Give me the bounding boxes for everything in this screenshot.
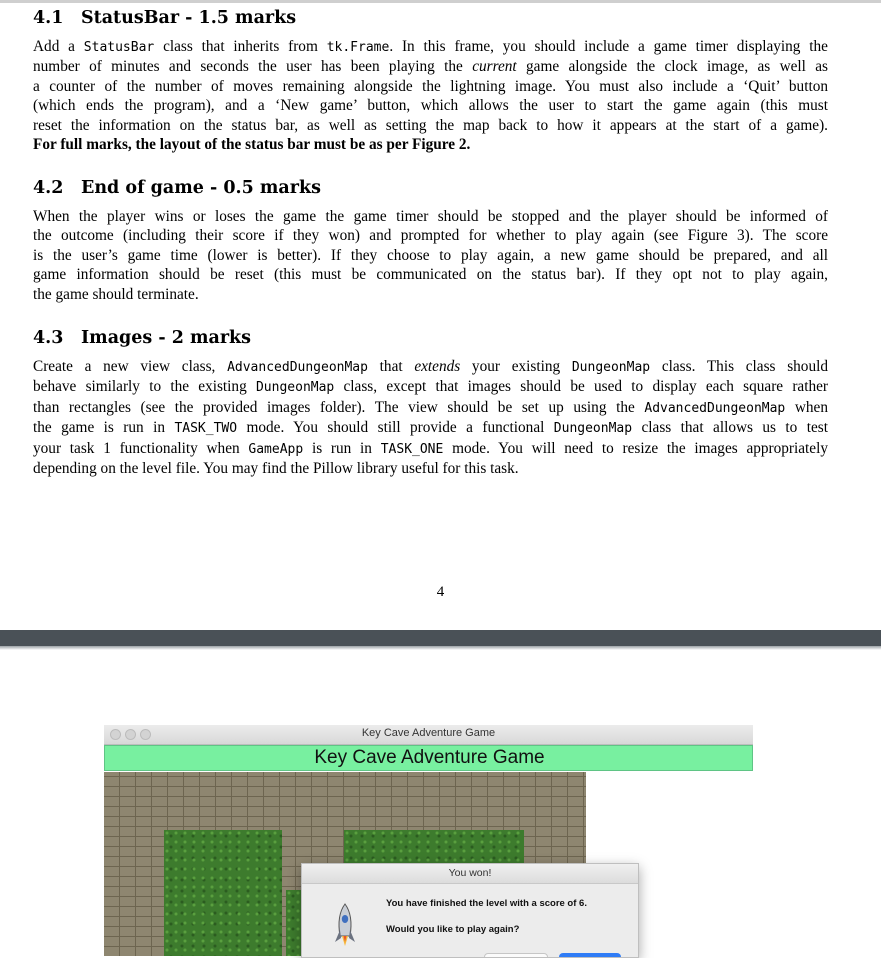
text-run: the game is run in (33, 419, 175, 437)
paragraph-line (33, 37, 828, 57)
paragraph-line (33, 96, 828, 115)
inline-code: tk.Frame (326, 40, 390, 55)
inline-code: GameApp (248, 441, 304, 457)
inline-code: DungeonMap (553, 421, 633, 437)
paragraph-line (33, 439, 828, 459)
text-run: reset the information on the status bar, as well as setting the map back to how it appears at the start of a game). (33, 116, 828, 134)
text-run: the game should terminate. (33, 285, 199, 303)
rocket-icon (333, 902, 357, 952)
text-run: When the player wins or loses the game the game timer should be stopped and the player should be informed of (33, 208, 828, 225)
dialog-question: Would you like to play again? (386, 924, 520, 935)
paragraph-line (33, 377, 828, 397)
paragraph-line (33, 265, 828, 284)
inline-code: DungeonMap (255, 380, 335, 396)
page-separator (0, 630, 881, 646)
paragraph-line (33, 57, 828, 76)
paragraph-line (33, 207, 828, 226)
text-run: mode. You will need to resize the images appropriately (443, 439, 828, 457)
section-number: 4.3 (33, 328, 64, 348)
paragraph-line (33, 285, 828, 304)
text-run: your task 1 functionality when (33, 439, 249, 457)
section-heading (33, 178, 828, 198)
paragraph-line (33, 116, 828, 135)
text-run: depending on the level file. You may find the Pillow library useful for this task. (33, 460, 519, 478)
section-paragraph (33, 207, 828, 304)
text-run: your existing (460, 358, 572, 375)
emphasis-text: extends (414, 358, 461, 375)
inline-code: AdvancedDungeonMap (227, 360, 368, 375)
game-banner (104, 745, 753, 771)
section-title: Images - 2 marks (81, 328, 252, 348)
inline-code: AdvancedDungeonMap (644, 400, 786, 416)
window-titlebar[interactable] (104, 725, 753, 745)
text-run: class that inherits from (154, 38, 327, 55)
section-title: End of game - 0.5 marks (81, 178, 321, 198)
text-run: . In this frame, you should include a game timer displaying the (389, 38, 828, 55)
section-statusbar (33, 8, 828, 154)
text-run: class, except that images should be used to display each square rather (334, 378, 828, 396)
text-run: class that allows us to test (632, 419, 828, 437)
grass-tile-region (164, 830, 282, 956)
text-run: game alongside the clock image, as well as (516, 58, 828, 76)
section-end-of-game (33, 178, 828, 304)
paragraph-line (33, 135, 828, 154)
section-number: 4.1 (33, 8, 64, 28)
dialog-title: You won! (302, 864, 638, 884)
text-run: number of minutes and seconds the user has been playing the (33, 58, 473, 76)
win-dialog (301, 863, 639, 958)
text-run: than rectangles (see the provided images folder). The view should be set up using the (33, 398, 645, 416)
text-run: Create a new view class, (33, 358, 228, 375)
text-run: is run in (303, 439, 381, 457)
paragraph-line (33, 246, 828, 265)
page-top-rule (0, 0, 881, 3)
window-title: Key Cave Adventure Game (361, 727, 496, 739)
text-run: game information should be reset (this must be communicated on the status bar). If they opt not to play again, (33, 266, 828, 284)
paragraph-line (33, 418, 828, 438)
page-separator-shadow (0, 646, 881, 650)
text-run: mode. You should still provide a functional (237, 419, 554, 437)
paragraph-line (33, 226, 828, 245)
text-run: is the user’s game time (lower is better). If they choose to play again, a new game should be prepared, and all (33, 246, 828, 264)
page-number: 4 (436, 584, 445, 600)
inline-code: DungeonMap (571, 360, 651, 375)
section-images (33, 328, 828, 478)
paragraph-line (33, 77, 828, 96)
text-run: that (367, 358, 415, 375)
section-heading (33, 328, 828, 348)
text-run: class. This class should (650, 358, 828, 375)
text-run: the outcome (including their score if they won) and prompted for whether to play again (see Figure 3). The score (33, 227, 828, 245)
emphasis-text: current (472, 58, 517, 76)
paragraph-line (33, 459, 828, 478)
paragraph-line (33, 357, 828, 377)
text-run: a counter of the number of moves remaining alongside the lightning image. You must also include a ‘Quit’ button (33, 77, 828, 95)
text-run: when (785, 398, 828, 416)
inline-code: TASK_TWO (174, 421, 238, 437)
section-heading (33, 8, 828, 28)
text-run: (which ends the program), and a ‘New game’ button, which allows the user to start the game again (this must (33, 97, 828, 115)
section-paragraph (33, 357, 828, 478)
banner-title: Key Cave Adventure Game (314, 747, 545, 768)
section-number: 4.2 (33, 178, 64, 198)
text-run: Add a (33, 38, 84, 55)
bold-text: For full marks, the layout of the status bar must be as per Figure 2. (33, 136, 471, 154)
section-title: StatusBar - 1.5 marks (81, 8, 297, 28)
text-run: behave similarly to the existing (33, 378, 256, 396)
inline-code: TASK_ONE (380, 441, 444, 457)
dialog-message: You have finished the level with a score of 6. (386, 898, 587, 909)
paragraph-line (33, 398, 828, 418)
section-paragraph (33, 37, 828, 154)
inline-code: StatusBar (83, 40, 155, 55)
